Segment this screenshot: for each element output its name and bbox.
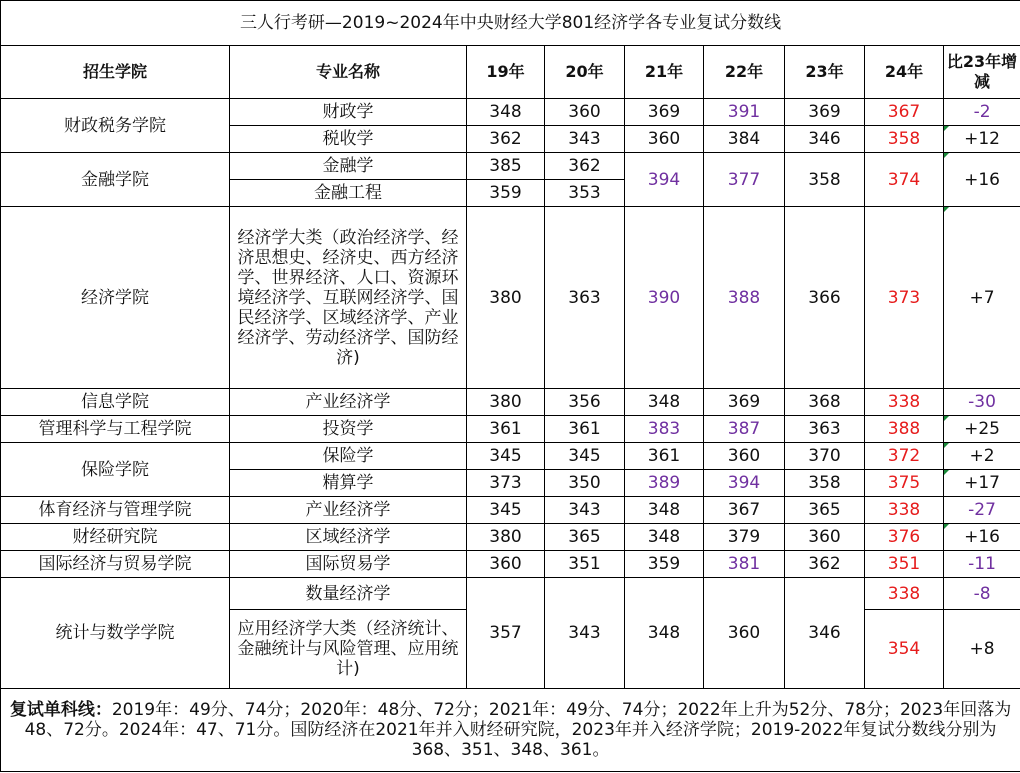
score-23: 362 [785,551,865,578]
major-cell: 金融学 [230,153,467,180]
table-row [1,153,1020,180]
score-20: 353 [545,180,625,207]
change-cell: -27 [944,497,1020,524]
score-21: 348 [625,578,704,689]
change-cell: +8 [944,610,1020,689]
score-22: 394 [704,470,785,497]
change-cell: +12 [944,126,1020,153]
score-20: 356 [545,389,625,416]
score-22: 379 [704,524,785,551]
table-row [1,416,1020,443]
change-cell: +2 [944,443,1020,470]
score-21: 394 [625,153,704,207]
school-cell: 财经研究院 [1,524,230,551]
school-cell: 统计与数学学院 [1,578,230,689]
score-24: 388 [865,416,944,443]
school-cell: 金融学院 [1,153,230,207]
score-21: 383 [625,416,704,443]
score-20: 350 [545,470,625,497]
change-cell: -2 [944,99,1020,126]
score-21: 360 [625,126,704,153]
score-19: 357 [467,578,545,689]
score-19: 345 [467,443,545,470]
table-row [1,99,1020,126]
major-cell: 数量经济学 [230,578,467,610]
table-title: 三人行考研—2019~2024年中央财经大学801经济学各专业复试分数线 [1,1,1020,46]
score-22: 388 [704,207,785,389]
score-21: 369 [625,99,704,126]
major-cell: 区域经济学 [230,524,467,551]
change-cell: +16 [944,153,1020,207]
change-cell: +25 [944,416,1020,443]
school-cell: 保险学院 [1,443,230,497]
score-19: 380 [467,524,545,551]
retest-note [1,689,1020,772]
score-19: 345 [467,497,545,524]
score-20: 365 [545,524,625,551]
school-cell: 国际经济与贸易学院 [1,551,230,578]
table-row [1,578,1020,610]
major-cell: 投资学 [230,416,467,443]
score-20: 351 [545,551,625,578]
score-20: 343 [545,126,625,153]
header-20: 20年 [545,46,625,99]
table-row [1,389,1020,416]
header-major: 专业名称 [230,46,467,99]
change-cell: +7 [944,207,1020,389]
score-19: 380 [467,389,545,416]
score-24: 354 [865,610,944,689]
score-19: 359 [467,180,545,207]
score-21: 359 [625,551,704,578]
score-19: 380 [467,207,545,389]
header-school: 招生学院 [1,46,230,99]
score-24: 358 [865,126,944,153]
header-change: 比23年增减 [944,46,1020,99]
header-23: 23年 [785,46,865,99]
score-22: 387 [704,416,785,443]
score-19: 361 [467,416,545,443]
score-21: 348 [625,497,704,524]
header-22: 22年 [704,46,785,99]
score-22: 367 [704,497,785,524]
change-cell: +16 [944,524,1020,551]
score-24: 376 [865,524,944,551]
major-cell: 国际贸易学 [230,551,467,578]
score-22: 360 [704,578,785,689]
score-23: 370 [785,443,865,470]
change-cell: -8 [944,578,1020,610]
table-row [1,207,1020,389]
table-row [1,443,1020,470]
major-cell: 精算学 [230,470,467,497]
score-20: 343 [545,497,625,524]
score-23: 346 [785,126,865,153]
score-24: 374 [865,153,944,207]
header-row [1,46,1020,99]
score-23: 363 [785,416,865,443]
score-23: 369 [785,99,865,126]
score-19: 360 [467,551,545,578]
header-24: 24年 [865,46,944,99]
score-23: 346 [785,578,865,689]
score-23: 360 [785,524,865,551]
major-cell: 产业经济学 [230,497,467,524]
note-label: 复试单科线： [9,700,112,720]
score-21: 390 [625,207,704,389]
major-cell: 税收学 [230,126,467,153]
major-cell: 财政学 [230,99,467,126]
note-text: 2019年：49分、74分；2020年：48分、72分；2021年：49分、74分；2022年上升为52分、78分；2023年回落为48、72分。2024年：47、71分。国防经济在2021年并入财经研究院，2023年并入经济学院；2019-2022年复试分数线分别为368、351、348、361。 [24,700,1012,760]
score-20: 363 [545,207,625,389]
score-23: 366 [785,207,865,389]
title-row [1,1,1020,46]
school-cell: 管理科学与工程学院 [1,416,230,443]
school-cell: 经济学院 [1,207,230,389]
score-22: 391 [704,99,785,126]
school-cell: 体育经济与管理学院 [1,497,230,524]
score-22: 369 [704,389,785,416]
score-21: 361 [625,443,704,470]
major-cell: 应用经济学大类（经济统计、金融统计与风险管理、应用统计) [230,610,467,689]
school-cell: 财政税务学院 [1,99,230,153]
score-24: 351 [865,551,944,578]
score-22: 384 [704,126,785,153]
score-21: 389 [625,470,704,497]
score-22: 360 [704,443,785,470]
score-21: 348 [625,524,704,551]
score-19: 373 [467,470,545,497]
header-19: 19年 [467,46,545,99]
score-20: 361 [545,416,625,443]
score-19: 385 [467,153,545,180]
table-row [1,524,1020,551]
score-24: 372 [865,443,944,470]
major-cell: 保险学 [230,443,467,470]
major-cell: 金融工程 [230,180,467,207]
score-23: 365 [785,497,865,524]
school-cell: 信息学院 [1,389,230,416]
score-21: 348 [625,389,704,416]
change-cell: -11 [944,551,1020,578]
major-cell: 经济学大类（政治经济学、经济思想史、经济史、西方经济学、世界经济、人口、资源环境经济学、互联网经济学、国民经济学、区域经济学、产业经济学、劳动经济学、国防经济) [230,207,467,389]
score-24: 338 [865,389,944,416]
score-23: 358 [785,470,865,497]
table-row [1,551,1020,578]
score-23: 358 [785,153,865,207]
score-24: 375 [865,470,944,497]
score-20: 345 [545,443,625,470]
score-24: 373 [865,207,944,389]
change-cell: +17 [944,470,1020,497]
note-row [1,689,1020,772]
header-21: 21年 [625,46,704,99]
score-24: 338 [865,578,944,610]
score-19: 362 [467,126,545,153]
change-cell: -30 [944,389,1020,416]
score-20: 360 [545,99,625,126]
score-20: 343 [545,578,625,689]
score-22: 377 [704,153,785,207]
score-24: 367 [865,99,944,126]
score-22: 381 [704,551,785,578]
score-20: 362 [545,153,625,180]
score-19: 348 [467,99,545,126]
major-cell: 产业经济学 [230,389,467,416]
score-23: 368 [785,389,865,416]
score-24: 338 [865,497,944,524]
table-row [1,497,1020,524]
